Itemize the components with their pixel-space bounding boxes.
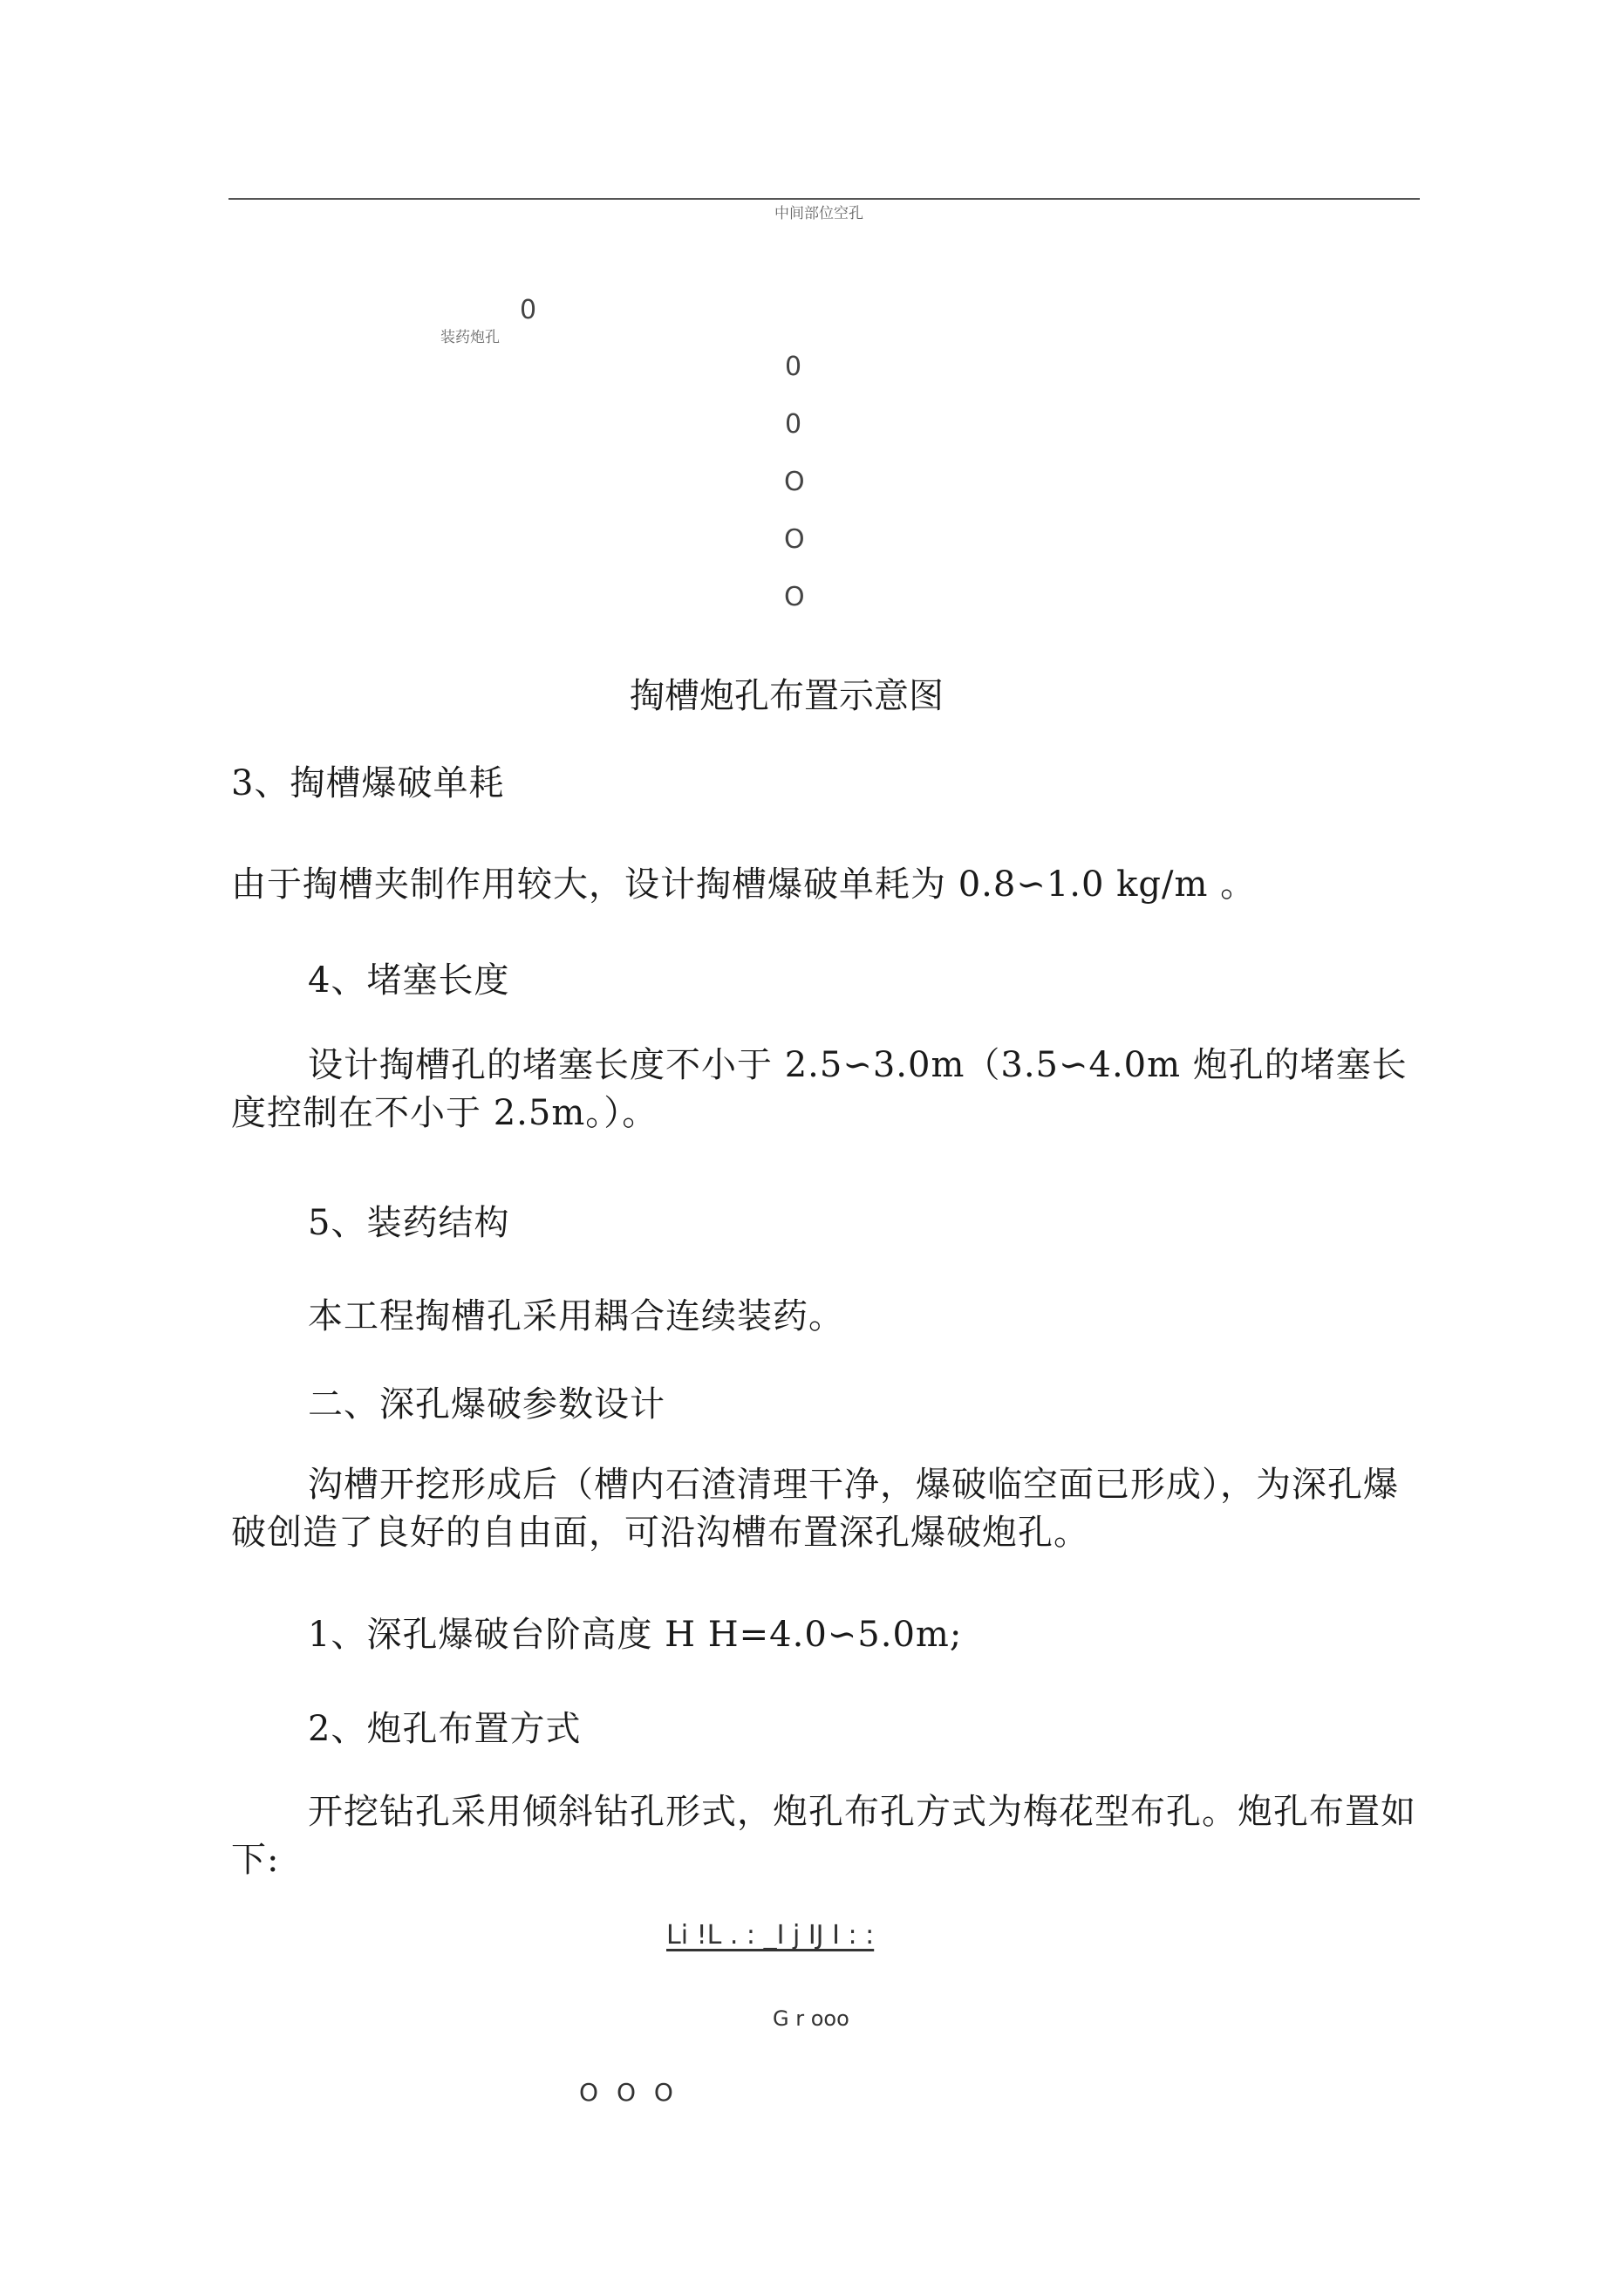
hole-mark: O <box>784 582 805 612</box>
hole-mark: 0 <box>785 409 802 440</box>
center-hole-label: 中间部位空孔 <box>774 205 863 222</box>
deep-hole-item-2-text: 开挖钻孔采用倾斜钻孔形式，炮孔布孔方式为梅花型布孔。炮孔布置如下: <box>231 1792 1416 1880</box>
section-5-heading: 5、装药结构 <box>308 1203 510 1243</box>
part-2-heading: 二、深孔爆破参数设计 <box>308 1384 665 1425</box>
section-5-text: 本工程掏槽孔采用耦合连续装药。 <box>308 1296 844 1336</box>
layout-diagram-line-1: Li !L . : _I j IJ I : : <box>666 1920 875 1951</box>
charge-hole-label: 装药炮孔 <box>440 329 500 346</box>
deep-hole-item-1: 1、深孔爆破台阶高度 H H=4.0∽5.0m; <box>308 1615 963 1655</box>
figure-top-rule <box>228 198 1420 200</box>
figure-caption: 掏槽炮孔布置示意图 <box>630 676 944 716</box>
section-4-heading: 4、堵塞长度 <box>308 960 510 1001</box>
layout-diagram-line-2: G r ooo <box>773 2006 849 2031</box>
hole-mark: O <box>784 467 805 497</box>
deep-hole-item-2-heading: 2、炮孔布置方式 <box>308 1709 582 1749</box>
section-3-heading: 3、掏槽爆破单耗 <box>231 763 505 803</box>
hole-mark: 0 <box>785 352 802 382</box>
charge-hole-mark: 0 <box>520 295 537 325</box>
part-2-text: 沟槽开挖形成后（槽内石渣清理干净，爆破临空面已形成），为深孔爆破创造了良好的自由面，可沿沟槽布置深孔爆破炮孔。 <box>231 1465 1399 1553</box>
section-4-text: 设计掏槽孔的堵塞长度不小于 2.5∽3.0m（3.5∽4.0m 炮孔的堵塞长度控制在不小于 2.5m。）。 <box>231 1045 1408 1133</box>
layout-diagram-line-3: O O O <box>579 2078 679 2107</box>
hole-mark: O <box>784 524 805 555</box>
section-3-text: 由于掏槽夹制作用较大，设计掏槽爆破单耗为 0.8∽1.0 kg/m 。 <box>231 864 1257 905</box>
